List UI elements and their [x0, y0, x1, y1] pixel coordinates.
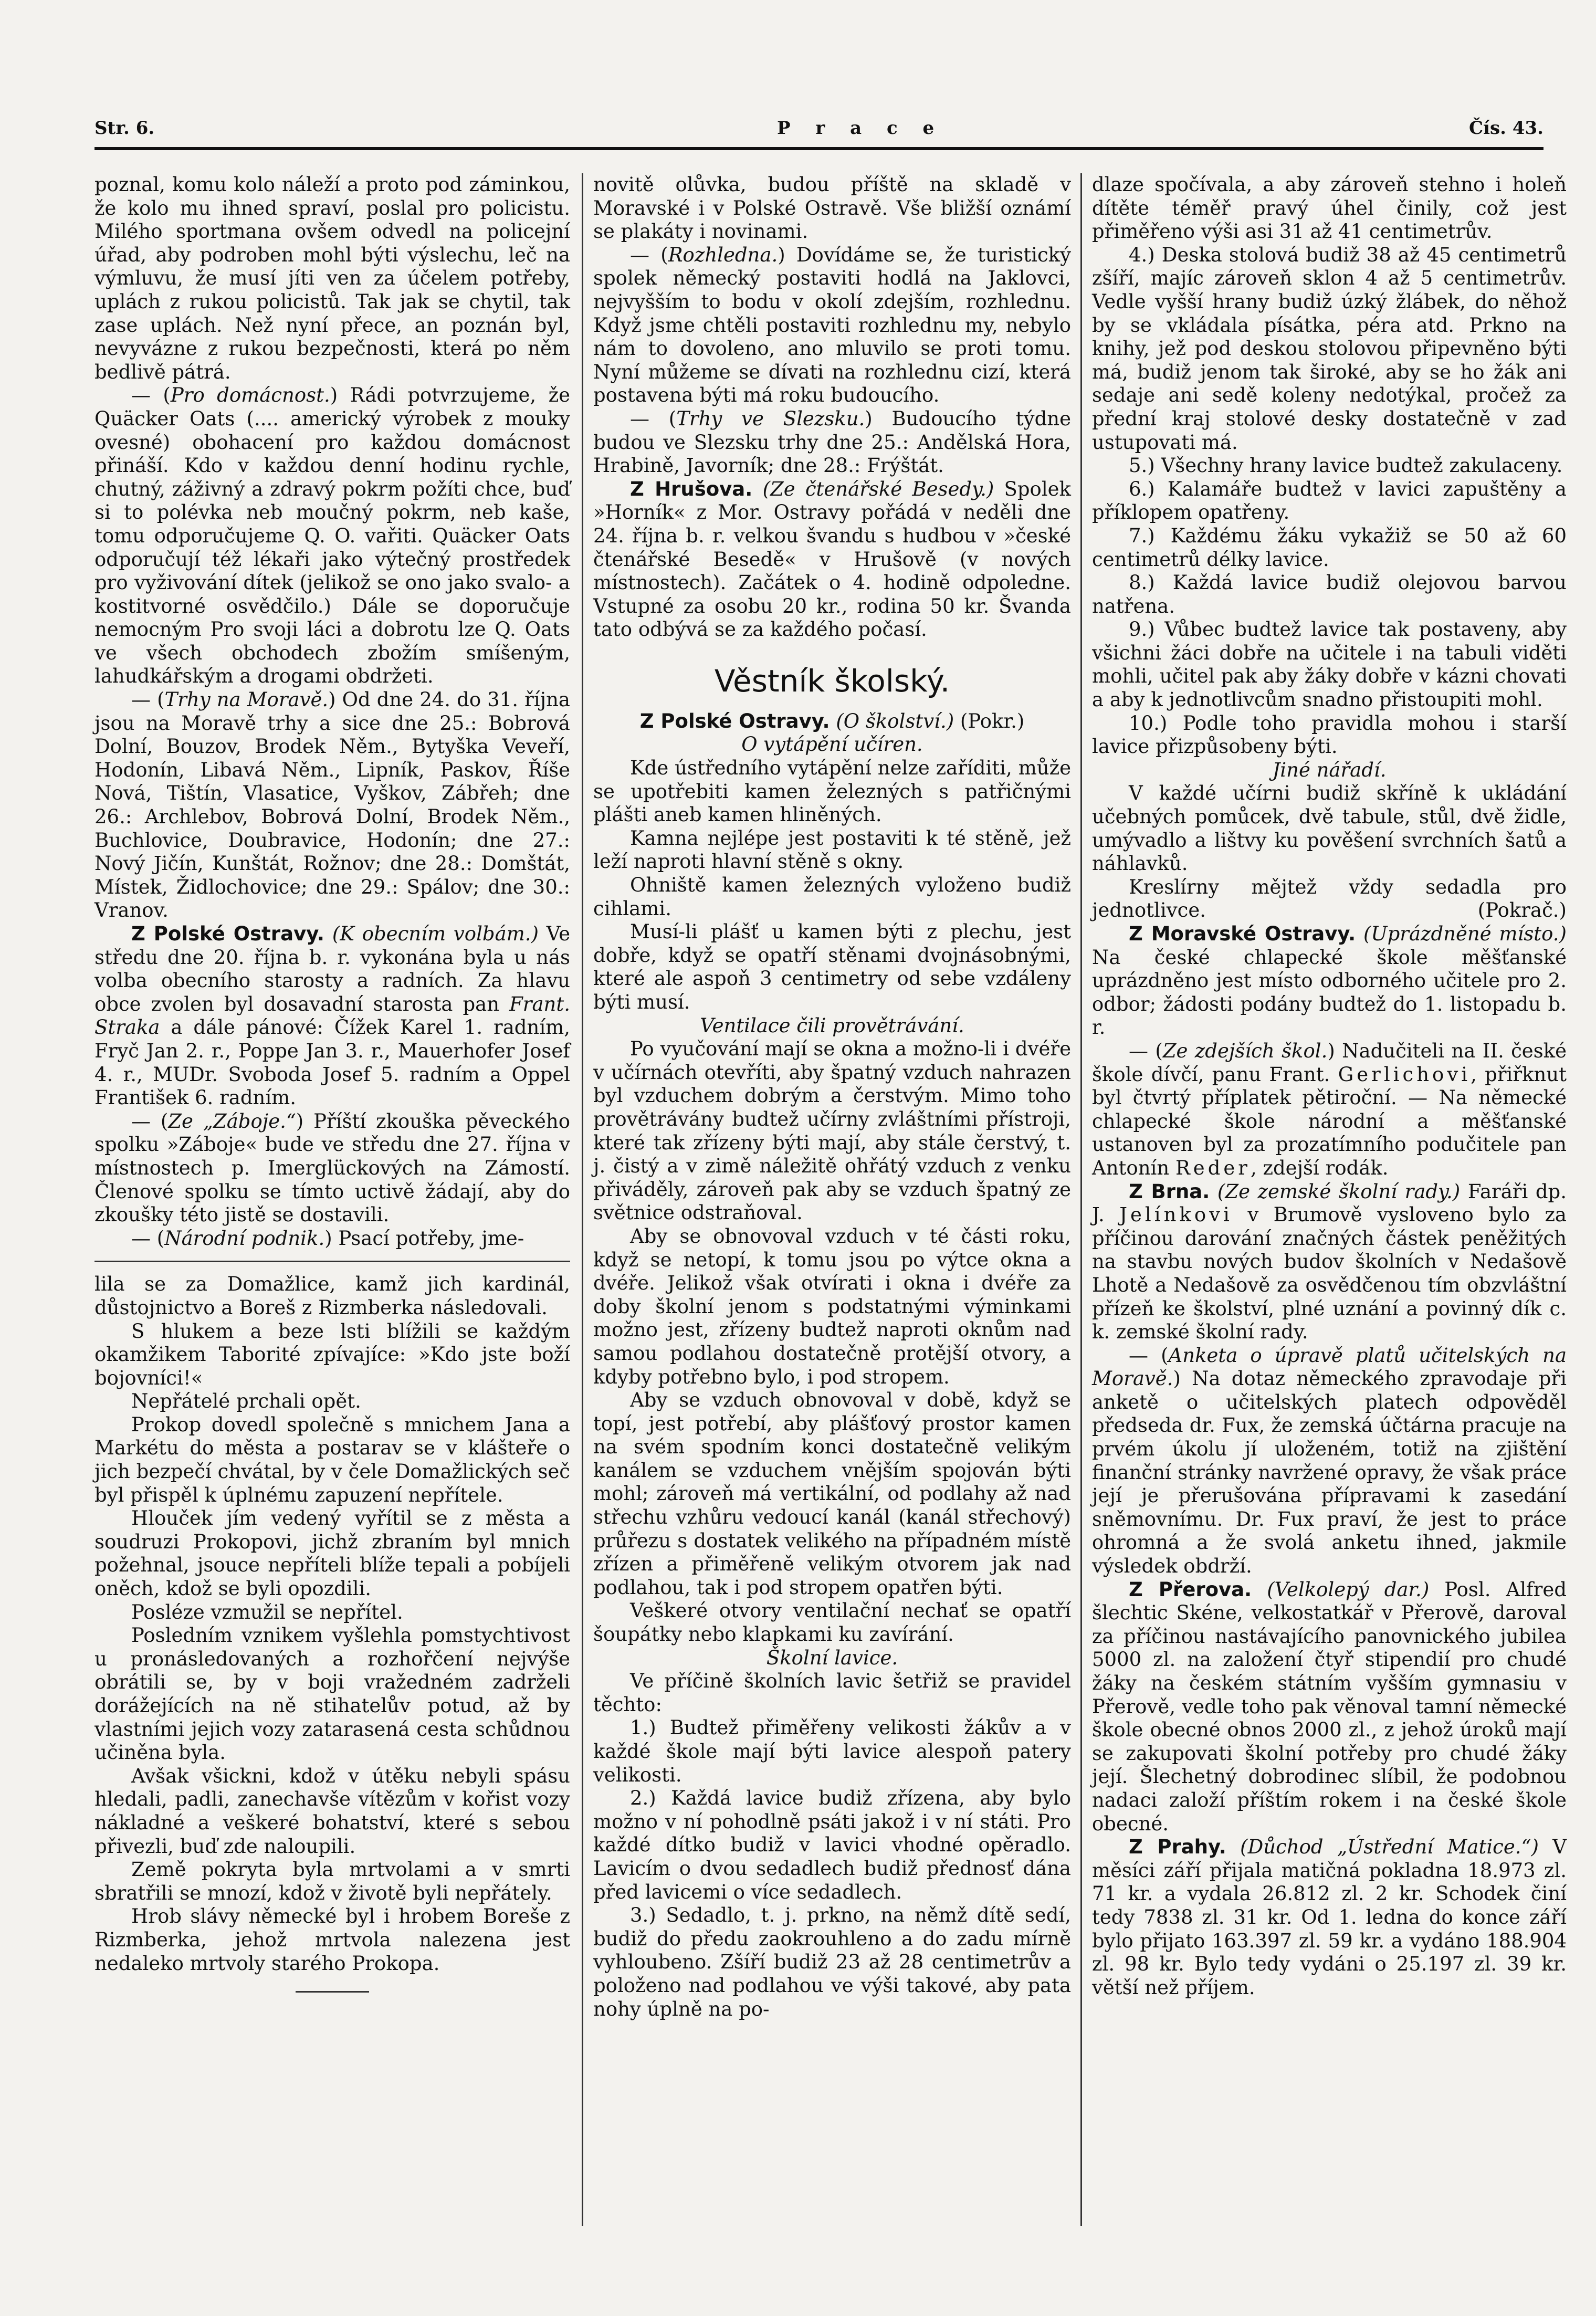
article-text: Po vyučování mají se okna a možno-li i dvéře v učírnách otevříti, aby špatný vzduch nahrazen byl vzduchem dobrým a čerstvým. Mimo toho provětrávány budtež učírny zvláštními přístroji, které tak zřízeny býti mají, aby stále čerstvý, t. j. čistý a v zimě náležitě ohřátý vzduch z venku přiváděly, zároveň pak aby se vzduch špatný ze světnice odstraňoval.	[593, 1038, 1071, 1224]
article-text: Posl. Alfred šlechtic Skéne, velkostatkář v Přerově, daroval za příčinou nastávajícího panovnického jubilea 5000 zl. na založení čtyř stipendií pro chudé žáky na českém státním vyšším gymnasiu v Přerově, vedle toho pak věnoval tamní německé škole obecné obnos 2000 zl., z jehož úroků mají se zakupovati školní potřeby pro chudé žáky její. Šlechetný dobrodinec slíbil, že podobnou nadaci založí příštím rokem i na české škole obecné.	[1092, 1578, 1567, 1835]
column-3	[1092, 173, 1567, 1999]
article-tag: Národní podnik.	[164, 1227, 325, 1250]
article-tag: (Velkolepý dar.)	[1267, 1578, 1430, 1601]
place-name: Z Brna.	[1129, 1180, 1210, 1203]
article-text: 4.) Deska stolová budiž 38 až 45 centimetrů zšíří, majíc zároveň sklon 4 až 5 centimetrův. Vedle vyšší hrany budiž úzký žlábek, do něhož by se vkládala písátka, péra atd. Prkno na knihy, jež pod deskou stolovou připevněno býti má, budiž jenom tak široké, aby se ho žák ani sedaje ani sedě koleny nedotýkal, pročež za přední kraj stolové desky dostatečně v zad ustupovati má.	[1092, 243, 1567, 454]
article-tag: Rozhledna.	[668, 243, 778, 266]
story-text: Posléze vzmužil se nepřítel.	[131, 1600, 403, 1623]
article-text: Faráři dp. J.	[1092, 1180, 1567, 1227]
page-header	[94, 118, 1544, 154]
article-household	[94, 384, 570, 688]
story-text: Země pokryta byla mrtvolami a v smrti sbratřili se mnozí, kdož v životě byli nepřátely.	[94, 1858, 570, 1904]
header-rule	[94, 147, 1544, 150]
place-name: Z Polské Ostravy.	[131, 923, 324, 945]
column-1	[94, 173, 570, 1993]
place-name: Z Polské Ostravy.	[639, 709, 830, 732]
article-text: ) Psací potřeby, jme-	[324, 1227, 524, 1250]
dash: — (	[131, 688, 165, 711]
article-text: 8.) Každá lavice budiž olejovou barvou natřena.	[1092, 571, 1567, 617]
article-text: ) Na dotaz německého zpravodaje při anketě o učitelských platech odpověděl předseda dr. Fux, že zemská účtárna pracuje na prvém úkolu jí uloženém, totiž na zjištění finanční stránky navržené opravy, že však práce její je přerušována přípravami k zasedání sněmovnímu. Dr. Fux praví, že jest to práce ohromná a že svolá anketu ihned, jakmile výsledek obdrží.	[1092, 1367, 1567, 1578]
story-text: Hlouček jím vedený vyřítil se z města a soudruzi Prokopovi, jichž zbraním byl mnich požehnal, jsouce nepříteli blíže tepali a pobíjeli oněch, kdož se byli opozdili.	[94, 1507, 570, 1600]
story-text: S hlukem a beze lsti blížili se každým okamžikem Taborité zpívajíce: »Kdo jste boží bojovníci!«	[94, 1319, 570, 1389]
article-salary-survey	[1092, 1344, 1567, 1578]
story-text: Nepřátelé prchali opět.	[131, 1390, 361, 1413]
article-hrusov	[593, 478, 1071, 642]
article-polska-ostrava	[94, 923, 570, 1110]
article-text: 5.) Všechny hrany lavice budtež zakulaceny.	[1129, 454, 1563, 477]
school-intro	[593, 710, 1071, 733]
article-text: Musí-li plášť u kamen býti z plechu, jest dobře, když se opatří stěnami dvojnásobnými, které ale aspoň 3 centimetry od sebe vzdáleny býti musí.	[593, 920, 1071, 1013]
article-lookout-tower	[593, 244, 1071, 407]
article-tag: (K obecním volbám.)	[332, 923, 539, 945]
article-tag: (Ze čtenářské Besedy.)	[762, 477, 994, 500]
section-rule	[94, 1261, 570, 1262]
person-name: Jelínkovi	[1119, 1203, 1233, 1227]
article-text: ) Budoucího týdne budou ve Slezsku trhy dne 25.: Andělská Hora, Hrabině, Javorník; dne 28.: Frýštát.	[593, 407, 1071, 477]
article-text: , přiřknut byl čtvrtý příplatek pětiroční. — Na německé chlapecké škole národní a měšťanské ustanoven byl za prozatímního podučitele pan Antonín	[1092, 1063, 1567, 1179]
place-name: Z Hrušova.	[630, 477, 753, 500]
article-text: 10.) Podle toho pravidla mohou i starší lavice přizpůsobeny býti.	[1092, 711, 1567, 758]
article-text: Ve příčině školních lavic šetřiž se pravidel těchto:	[593, 1670, 1071, 1716]
article-text: V každé učírni budiž skříně k ukládání učebných pomůcek, dvě tabule, stůl, dvě židle, umývadlo a lištvy ku pověšení svrchních šatů a náhlavků.	[1092, 782, 1567, 875]
article-text: 7.) Každému žáku vykažiž se 50 až 60 centimetrů délky lavice.	[1092, 524, 1567, 571]
article-tag: Trhy na Moravě.	[164, 688, 329, 711]
place-name: Z Prahy.	[1129, 1836, 1226, 1859]
article-text: dlaze spočívala, a aby zároveň stehno i holeň dítěte téměř pravý úhel činily, což jest přiměřeno výši asi 31 až 41 centimetrův.	[1092, 173, 1567, 243]
person-name: Gerlichovi	[1338, 1063, 1471, 1086]
end-rule	[296, 1991, 369, 1993]
article-prerov	[1092, 1578, 1567, 1836]
person-name: Reder	[1175, 1156, 1251, 1179]
article-text: 2.) Každá lavice budiž zřízena, aby bylo možno v ní pohodlně psáti jakož i v ní státi. Pro každé dítko budiž v lavici vhodné opěradlo. Lavicím o dvou sedadlech budiž přednosť dána před lavicemi o více sedadlech.	[593, 1787, 1071, 1903]
article-text: Ohniště kamen železných vyloženo budiž cihlami.	[593, 874, 1071, 920]
article-text: Na české chlapecké škole měšťanské uprázdněno jest místo odborného učitele pro 2. odbor; žádosti podány budtež do 1. listopadu b. r.	[1092, 946, 1567, 1039]
article-text: Aby se vzduch obnovoval v době, když se topí, jest potřebí, aby plášťový prostor kamen na svém spodním konci dostatečně velikým kanálem se vzduchem vnějším spojován býti mohl; zároveň má vertikální, od podlahy až nad střechu vzhůru vedoucí kanál (kanál střechový) průřezu s dostatek velikého na případném místě zřízen a přiměřeně velikým otvorem jak nad podlahou, tak i pod stropem opatřen býti.	[593, 1389, 1071, 1599]
subheading-heating: O vytápění učíren.	[741, 733, 923, 756]
dash: — (	[1129, 1039, 1163, 1062]
story-text: Posledním vznikem vyšlehla pomstychtivost u pronásledovaných a rozhořčení nejvýše obrátili se, by v boji vražedném zadrželi dorážejících na ně stihatelův potud, až by vlastními jejich vozy zatarasená cesta schůdnou učiněna byla.	[94, 1624, 570, 1764]
dash: — (	[630, 243, 668, 266]
article-text: , zdejší rodák.	[1250, 1156, 1389, 1179]
dash: — (	[630, 407, 677, 430]
article-tag: Ze zdejších škol.	[1162, 1039, 1328, 1062]
article-text: v Brumově vysloveno bylo za příčinou darování značných částek peněžitých na stavbu nových budov školních v Nedašově Lhotě a Nedašově za osvědčenou tím obzvláštní přízeň ke školství, plné uznání a povinný dík c. k. zemské školní rady.	[1092, 1203, 1567, 1344]
article-brno	[1092, 1180, 1567, 1344]
article-text: 1.) Budtež přiměřeny velikosti žákův a v každé škole mají býti lavice alespoň patery velikosti.	[593, 1716, 1071, 1786]
article-text: 3.) Sedadlo, t. j. prkno, na němž dítě sedí, budiž do předu zaokrouhleno a do zadu mírně vyhloubeno. Zšíří budiž 23 až 28 centimetrův a položeno nad podlahou ve výši takové, aby pata nohy úplně na po-	[593, 1904, 1071, 2020]
dash: — (	[131, 384, 171, 407]
place-name: Z Moravské Ostravy.	[1129, 923, 1356, 945]
article-text: ) Příští zkouška pěveckého spolku »Záboje« bude ve středu dne 27. října v místnostech p. Imerglückových na Zámostí. Členové spolku se tímto uctivě žádají, aby do zkoušky této jistě se dostavili.	[94, 1109, 570, 1227]
article-local-schools	[1092, 1040, 1567, 1180]
newspaper-title: P r a c e	[777, 118, 944, 139]
column-divider-2	[1080, 173, 1082, 2226]
article-national-enterprise	[94, 1227, 570, 1251]
article-tag: (Důchod „Ústřední Matice.“)	[1240, 1836, 1539, 1859]
article-text: Veškeré otvory ventilační nechať se opatří šoupátky nebo klapkami ku zavírání.	[593, 1599, 1071, 1646]
article-tag: (Ze zemské školní rady.)	[1217, 1180, 1461, 1203]
column-divider-1	[582, 173, 583, 2226]
story-text: Prokop dovedl společně s mnichem Jana a Markétu do města a postarav se v klášteře o jich bezpečí chvátal, by v čele Domažlických seč byl přispěl k úplnému zapuzení nepřítele.	[94, 1413, 570, 1506]
article-text: Spolek »Horník« z Mor. Ostravy pořádá v neděli dne 24. října b. r. velkou švandu s hudbou v »české čtenářské Besedě« v Hrušově (v nových místnostech). Začátek o 4. hodině odpoledne. Vstupné za osobu 20 kr., rodina 50 kr. Švanda tato odbývá se za každého počasí.	[593, 477, 1071, 641]
article-text: novitě olůvka, budou příště na skladě v Moravské i v Polské Ostravě. Vše bližší oznámí se plakáty i novinami.	[593, 173, 1071, 243]
story-text: Hrob slávy německé byl i hrobem Boreše z Rizmberka, jehož mrtvola nalezena jest nedaleko mrtvoly starého Prokopa.	[94, 1905, 570, 1975]
dash: — (	[131, 1109, 169, 1133]
page-number: Str. 6.	[94, 118, 155, 139]
subheading-other-equipment: Jiné nářadí.	[1272, 758, 1387, 781]
article-moravska-ostrava	[1092, 923, 1567, 1040]
article-tag: Trhy ve Slezsku.	[676, 407, 865, 430]
article-tag: (O školství.)	[836, 709, 954, 732]
column-2	[593, 173, 1071, 2021]
section-title-school: Věstník školský.	[714, 663, 950, 699]
story-text: Avšak všickni, kdož v útěku nebyli spásu hledali, padli, zanechavše vítězům v kořist vozy nákladné a veškeré bohatství, které s sebou přivezli, buď zde naloupili.	[94, 1764, 570, 1858]
article-text: Kamna nejlépe jest postaviti k té stěně, jež leží naproti hlavní stěně s okny.	[593, 826, 1071, 873]
subheading-ventilation: Ventilace čili provětrávání.	[700, 1014, 964, 1037]
article-text: 6.) Kalamáře budtež v lavici zapuštěny a příklopem opatřeny.	[1092, 477, 1567, 524]
article-tag: Anketa o úpravě platů učitelských na Moravě.	[1092, 1344, 1567, 1390]
continued-note: (Pokr.)	[954, 709, 1025, 732]
article-text: ) Nadučiteli na II. české škole dívčí, panu Frant.	[1092, 1039, 1567, 1086]
article-tag: (Uprázdněné místo.)	[1363, 923, 1567, 945]
article-tag: Ze „Záboje.“	[168, 1109, 296, 1133]
dash: — (	[1129, 1344, 1169, 1367]
subheading-benches: Školní lavice.	[766, 1646, 898, 1669]
place-name: Z Přerova.	[1129, 1578, 1252, 1601]
article-zaboj	[94, 1110, 570, 1227]
article-text: Aby se obnovoval vzduch v té části roku, když se netopí, k tomu jsou po výtce okna a dvéře. Jelikož však otvírati i okna i dvéře za doby školní jenom s podstatnými výminkami možno jest, zřízeny budtež naproti oknům nad samou podlahou dostatečně protější otvory, a kdyby potřebno bylo, i pod stropem.	[593, 1224, 1071, 1388]
person-name: Frant. Straka	[94, 992, 570, 1039]
article-text	[1092, 876, 1567, 923]
story-text: lila se za Domažlice, kamž jich kardinál, důstojnictvo a Boreš z Rizmberka následovali.	[94, 1273, 570, 1319]
article-text: Ve středu dne 20. října b. r. vykonána byla u nás volba obecního starosty a radních. Za hlavu obce zvolen byl dosavadní starosta pan	[94, 923, 570, 1015]
issue-number: Čís. 43.	[1469, 118, 1544, 139]
article-praha	[1092, 1836, 1567, 1999]
article-text: Kreslírny mějtež vždy sedadla pro jednotlivce.	[1092, 875, 1567, 922]
article-tag: Pro domácnost.	[170, 384, 330, 407]
article-text: Kde ústředního vytápění nelze zaříditi, může se upotřebiti kamen železných s patřičnými plášti aneb kamen hliněných.	[593, 757, 1071, 826]
article-text: ) Od dne 24. do 31. října jsou na Moravě trhy a sice dne 25.: Bobrová Dolní, Bouzov, Brodek Něm., Bytyška Veveří, Hodonín, Libavá Něm., Lipník, Paskov, Říše Nová, Tištín, Vlasatice, Vyškov, Zábřeh; dne 26.: Archlebov, Bobrová Dolní, Brodek Něm., Buchlovice, Doubravice, Hodonín; dne 27.: Nový Jičín, Kunštát, Rožnov; dne 28.: Domštát, Místek, Židlochovice; dne 29.: Spálov; dne 30.: Vranov.	[94, 688, 570, 922]
article-text: V měsíci září přijala matičná pokladna 18.973 zl. 71 kr. a vydala 26.812 zl. 2 kr. Schodek činí tedy 7838 zl. 31 kr. Od 1. ledna do konce září bylo přijato 163.397 zl. 59 kr. a vydáno 188.904 zl. 98 kr. Bylo tedy vydáni o 25.197 zl. 39 kr. větší než příjem.	[1092, 1836, 1567, 1999]
article-markets-moravia	[94, 688, 570, 923]
article-text: poznal, komu kolo náleží a proto pod záminkou, že kolo mu ihned spraví, poslal pro policistu. Milého sportmana ovšem odvedl na policejní úřad, aby podroben mohl býti výslechu, leč na výmluvu, že musí jíti ven za účelem potřeby, uplách z rukou policistů. Tak jak se chytil, tak zase uplách. Než nyní přece, an poznán byl, nevyvázne z rukou bezpečnosti, která po něm bedlivě pátrá.	[94, 173, 570, 383]
continued-note: (Pokrač.)	[1477, 899, 1567, 922]
article-markets-silesia	[593, 407, 1071, 478]
article-text: ) Dovídáme se, že turistický spolek německý postaviti hodlá na Jaklovci, nejvyšším to bodu v okolí zdejším, rozhlednu. Když jsme chtěli postaviti rozhlednu my, nebylo nám to dovoleno, ano mluvilo se proti tomu. Nyní můžeme se dívati na rozhlednu cizí, která postavena býti má roku budoucího.	[593, 243, 1072, 407]
article-text: a dále pánové: Čížek Karel 1. radním, Fryč Jan 2. r., Poppe Jan 3. r., Mauerhofer Josef 4. r., MUDr. Svoboda Josef 5. radním a Oppel František 6. radním.	[94, 1016, 570, 1109]
article-text: 9.) Vůbec budtež lavice tak postaveny, aby všichni žáci dobře na učitele i na tabuli viděti mohli, učitel pak aby žáky dobře v kázni chovati a aby k jednotlivcům snadno přistoupiti mohl.	[1092, 618, 1567, 711]
article-text: ) Rádi potvrzujeme, že Quäcker Oats (.... americký výrobek z mouky ovesné) obohacení pro každou domácnost přináší. Kdo v každou denní hodinu rychle, chutný, záživný a zdravý pokrm požíti chce, buď si to polévka neb moučný pokrm, neb kaše, tomu odporučujeme Q. O. vařiti. Quäcker Oats odporučují též lékaři jako výtečný prostředek pro vyživování dítek (jelikož se ono jako svalo- a kostitvorné osvědčilo.) Dále se doporučuje nemocným Pro svoji láci a dobrotu lze Q. Oats ve všech obchodech zbožím smíšeným, lahudkářským a drogami obdržeti.	[94, 384, 571, 688]
dash: — (	[131, 1227, 165, 1250]
